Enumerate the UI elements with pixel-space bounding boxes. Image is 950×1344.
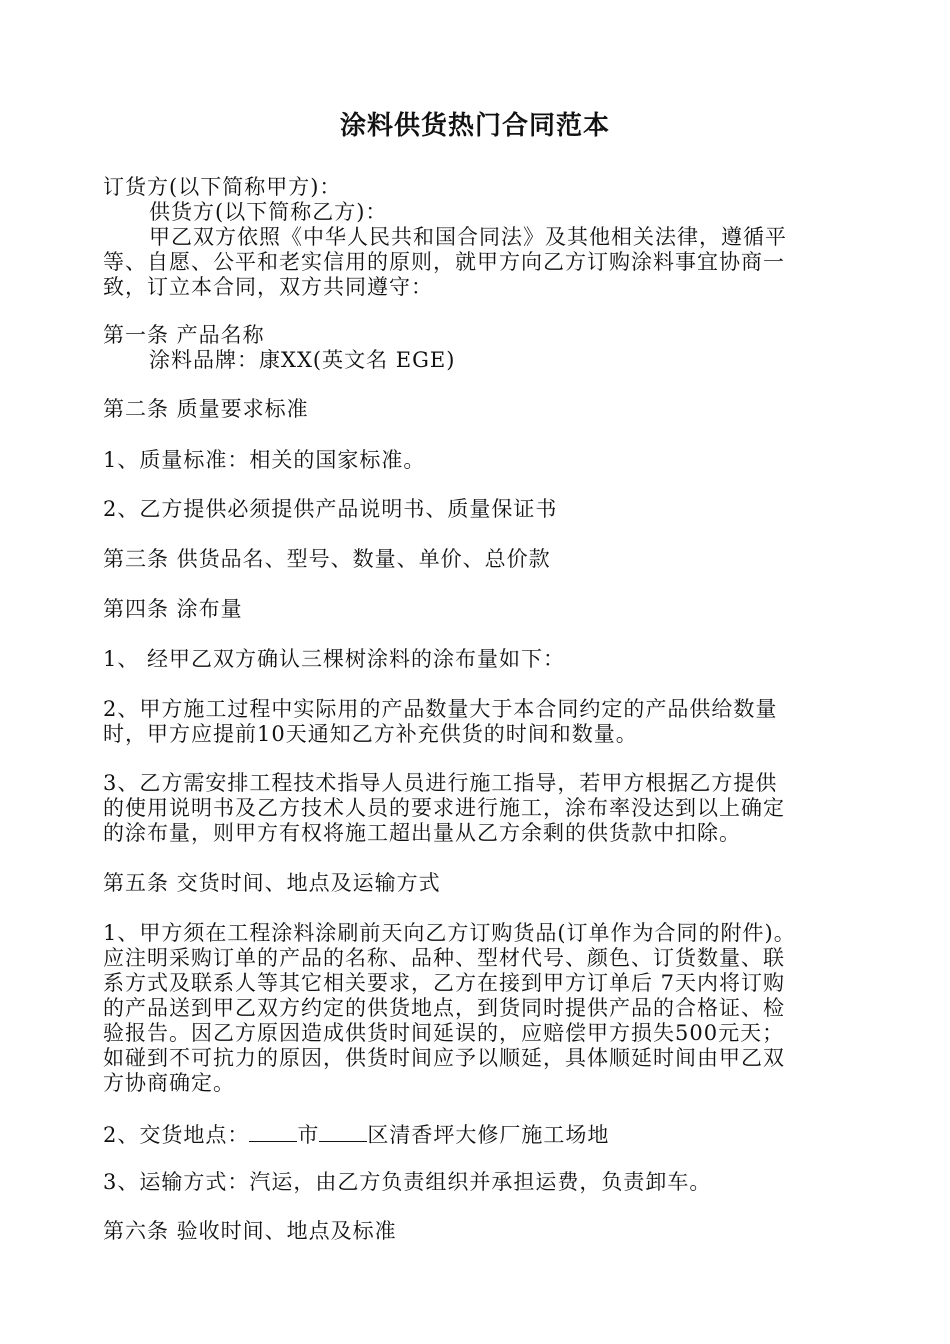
article-5-item-2 xyxy=(103,1121,863,1148)
article-6-heading: 第六条 验收时间、地点及标准 xyxy=(103,1219,397,1243)
preamble-line-3: 致，订立本合同，双方共同遵守： xyxy=(103,275,433,299)
article-5-item-1-line-5: 验报告。因乙方原因造成供货时间延误的，应赔偿甲方损失500元天； xyxy=(103,1021,785,1045)
article-5-item-1-line-1: 1、甲方须在工程涂料涂刷前天向乙方订购货品(订单作为合同的附件)。 xyxy=(103,921,796,945)
delivery-place-mid: 市 xyxy=(297,1123,320,1147)
article-2-item-2: 2、乙方提供必须提供产品说明书、质量保证书 xyxy=(103,497,558,521)
document-title: 涂料供货热门合同范本 xyxy=(339,111,610,141)
article-2-item-1: 1、质量标准：相关的国家标准。 xyxy=(103,448,426,472)
delivery-place-suffix: 区清香坪大修厂施工场地 xyxy=(367,1123,610,1147)
orderer-line: 订货方(以下简称甲方)： xyxy=(103,175,342,199)
district-blank xyxy=(319,1121,367,1142)
supplier-line: 供货方(以下简称乙方)： xyxy=(149,200,388,224)
city-blank xyxy=(249,1121,297,1142)
article-4-item-3-line-1: 3、乙方需安排工程技术指导人员进行施工指导，若甲方根据乙方提供 xyxy=(103,771,778,795)
article-5-item-1-line-6: 如碰到不可抗力的原因，供货时间应予以顺延，具体顺延时间由甲乙双 xyxy=(103,1046,785,1070)
article-4-item-2-line-2: 时，甲方应提前10天通知乙方补充供货的时间和数量。 xyxy=(103,722,638,746)
article-4-item-3-line-3: 的涂布量，则甲方有权将施工超出量从乙方余剩的供货款中扣除。 xyxy=(103,821,741,845)
article-5-item-1-line-2: 应注明采购订单的产品的名称、品种、型材代号、颜色、订货数量、联 xyxy=(103,946,785,970)
preamble-line-2: 等、自愿、公平和老实信用的原则，就甲方向乙方订购涂料事宜协商一 xyxy=(103,250,785,274)
article-4-item-2-line-1: 2、甲方施工过程中实际用的产品数量大于本合同约定的产品供给数量 xyxy=(103,697,778,721)
article-5-item-1-line-3: 系方式及联系人等其它相关要求，乙方在接到甲方订单后 7天内将订购 xyxy=(103,971,786,995)
preamble-line-1: 甲乙双方依照《中华人民共和国合同法》及其他相关法律，遵循平 xyxy=(149,225,787,249)
article-2-heading: 第二条 质量要求标准 xyxy=(103,397,309,421)
article-5-item-3: 3、运输方式：汽运，由乙方负责组织并承担运费，负责卸车。 xyxy=(103,1170,712,1194)
article-1-brand: 涂料品牌：康XX(英文名 EGE) xyxy=(149,348,456,372)
article-4-item-1: 1、 经甲乙双方确认三棵树涂料的涂布量如下： xyxy=(103,647,566,671)
article-3-heading: 第三条 供货品名、型号、数量、单价、总价款 xyxy=(103,547,551,571)
article-5-item-1-line-4: 的产品送到甲乙双方约定的供货地点，到货同时提供产品的合格证、检 xyxy=(103,996,785,1020)
article-4-item-3-line-2: 的使用说明书及乙方技术人员的要求进行施工，涂布率没达到以上确定 xyxy=(103,796,785,820)
article-1-heading: 第一条 产品名称 xyxy=(103,323,265,347)
article-5-item-1-line-7: 方协商确定。 xyxy=(103,1071,235,1095)
article-5-heading: 第五条 交货时间、地点及运输方式 xyxy=(103,871,441,895)
article-4-heading: 第四条 涂布量 xyxy=(103,597,243,621)
delivery-place-prefix: 2、交货地点： xyxy=(103,1123,250,1147)
